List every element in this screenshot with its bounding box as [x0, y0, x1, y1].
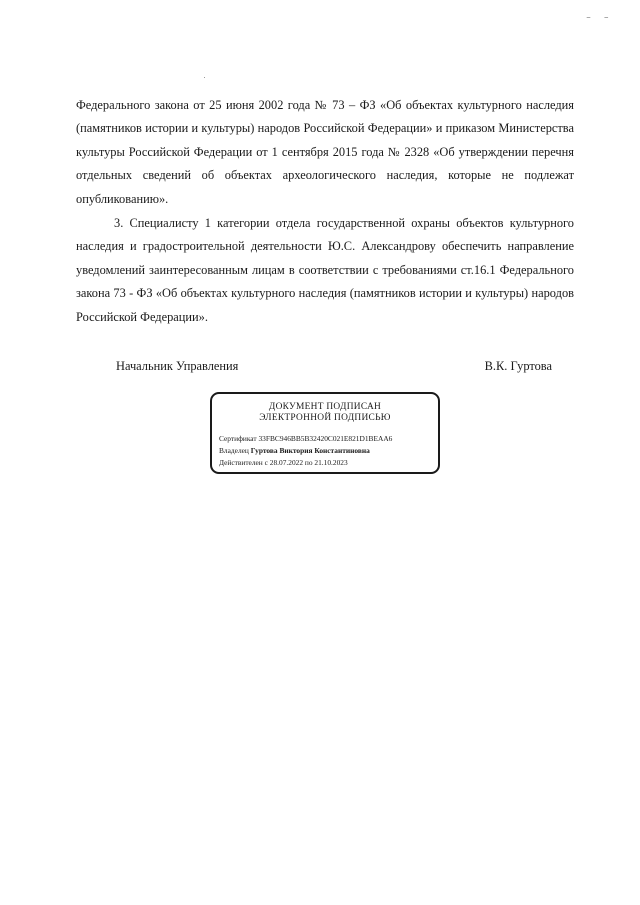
electronic-signature-stamp	[210, 392, 440, 474]
valid-from-label: с	[264, 458, 268, 467]
valid-from-date: 28.07.2022	[269, 458, 304, 467]
scan-speck	[204, 77, 205, 78]
corner-mark: _ _	[586, 10, 614, 18]
stamp-title-line-2: ЭЛЕКТРОННОЙ ПОДПИСЬЮ	[259, 413, 391, 423]
valid-to-date: 21.10.2023	[314, 458, 348, 467]
signer-name: В.К. Гуртова	[484, 359, 552, 373]
paragraph-item-3: 3. Специалисту 1 категории отдела государственной охраны объектов культурного наследия и градостроительной деятельности Ю.С. Александрову обеспечить направление уведомлений заинтересованным лицам в соответствии с требованиями ст.16.1 Федерального закона 73 - ФЗ «Об объектах культурного наследия (памятников истории и культуры) народов Российской Федерации».	[76, 216, 574, 324]
stamp-validity-line	[219, 458, 348, 467]
stamp-title	[212, 402, 438, 424]
valid-to-label: по	[304, 458, 313, 467]
stamp-owner-line	[219, 446, 370, 455]
signer-position: Начальник Управления	[116, 359, 239, 373]
owner-label: Владелец	[219, 446, 249, 455]
stamp-title-line-1: ДОКУМЕНТ ПОДПИСАН	[268, 402, 382, 412]
paragraph-continuation: Федерального закона от 25 июня 2002 года № 73 – ФЗ «Об объектах культурного наследия (памятников истории и культуры) народов Российской Федерации» и приказом Министерства культуры Российской Федерации от 1 сентября 2015 года № 2328 «Об утверждении перечня отдельных сведений об объектах археологического наследия, которые не подлежат опубликованию».	[76, 98, 574, 206]
certificate-value: 33FBC946BB5B32420C021E821D1BEAA6	[258, 434, 393, 443]
stamp-certificate-line	[219, 434, 392, 443]
document-body	[76, 94, 574, 329]
certificate-label: Сертификат	[219, 434, 257, 443]
valid-label: Действителен	[219, 458, 263, 467]
owner-value: Гуртова Виктория Константиновна	[250, 446, 370, 455]
